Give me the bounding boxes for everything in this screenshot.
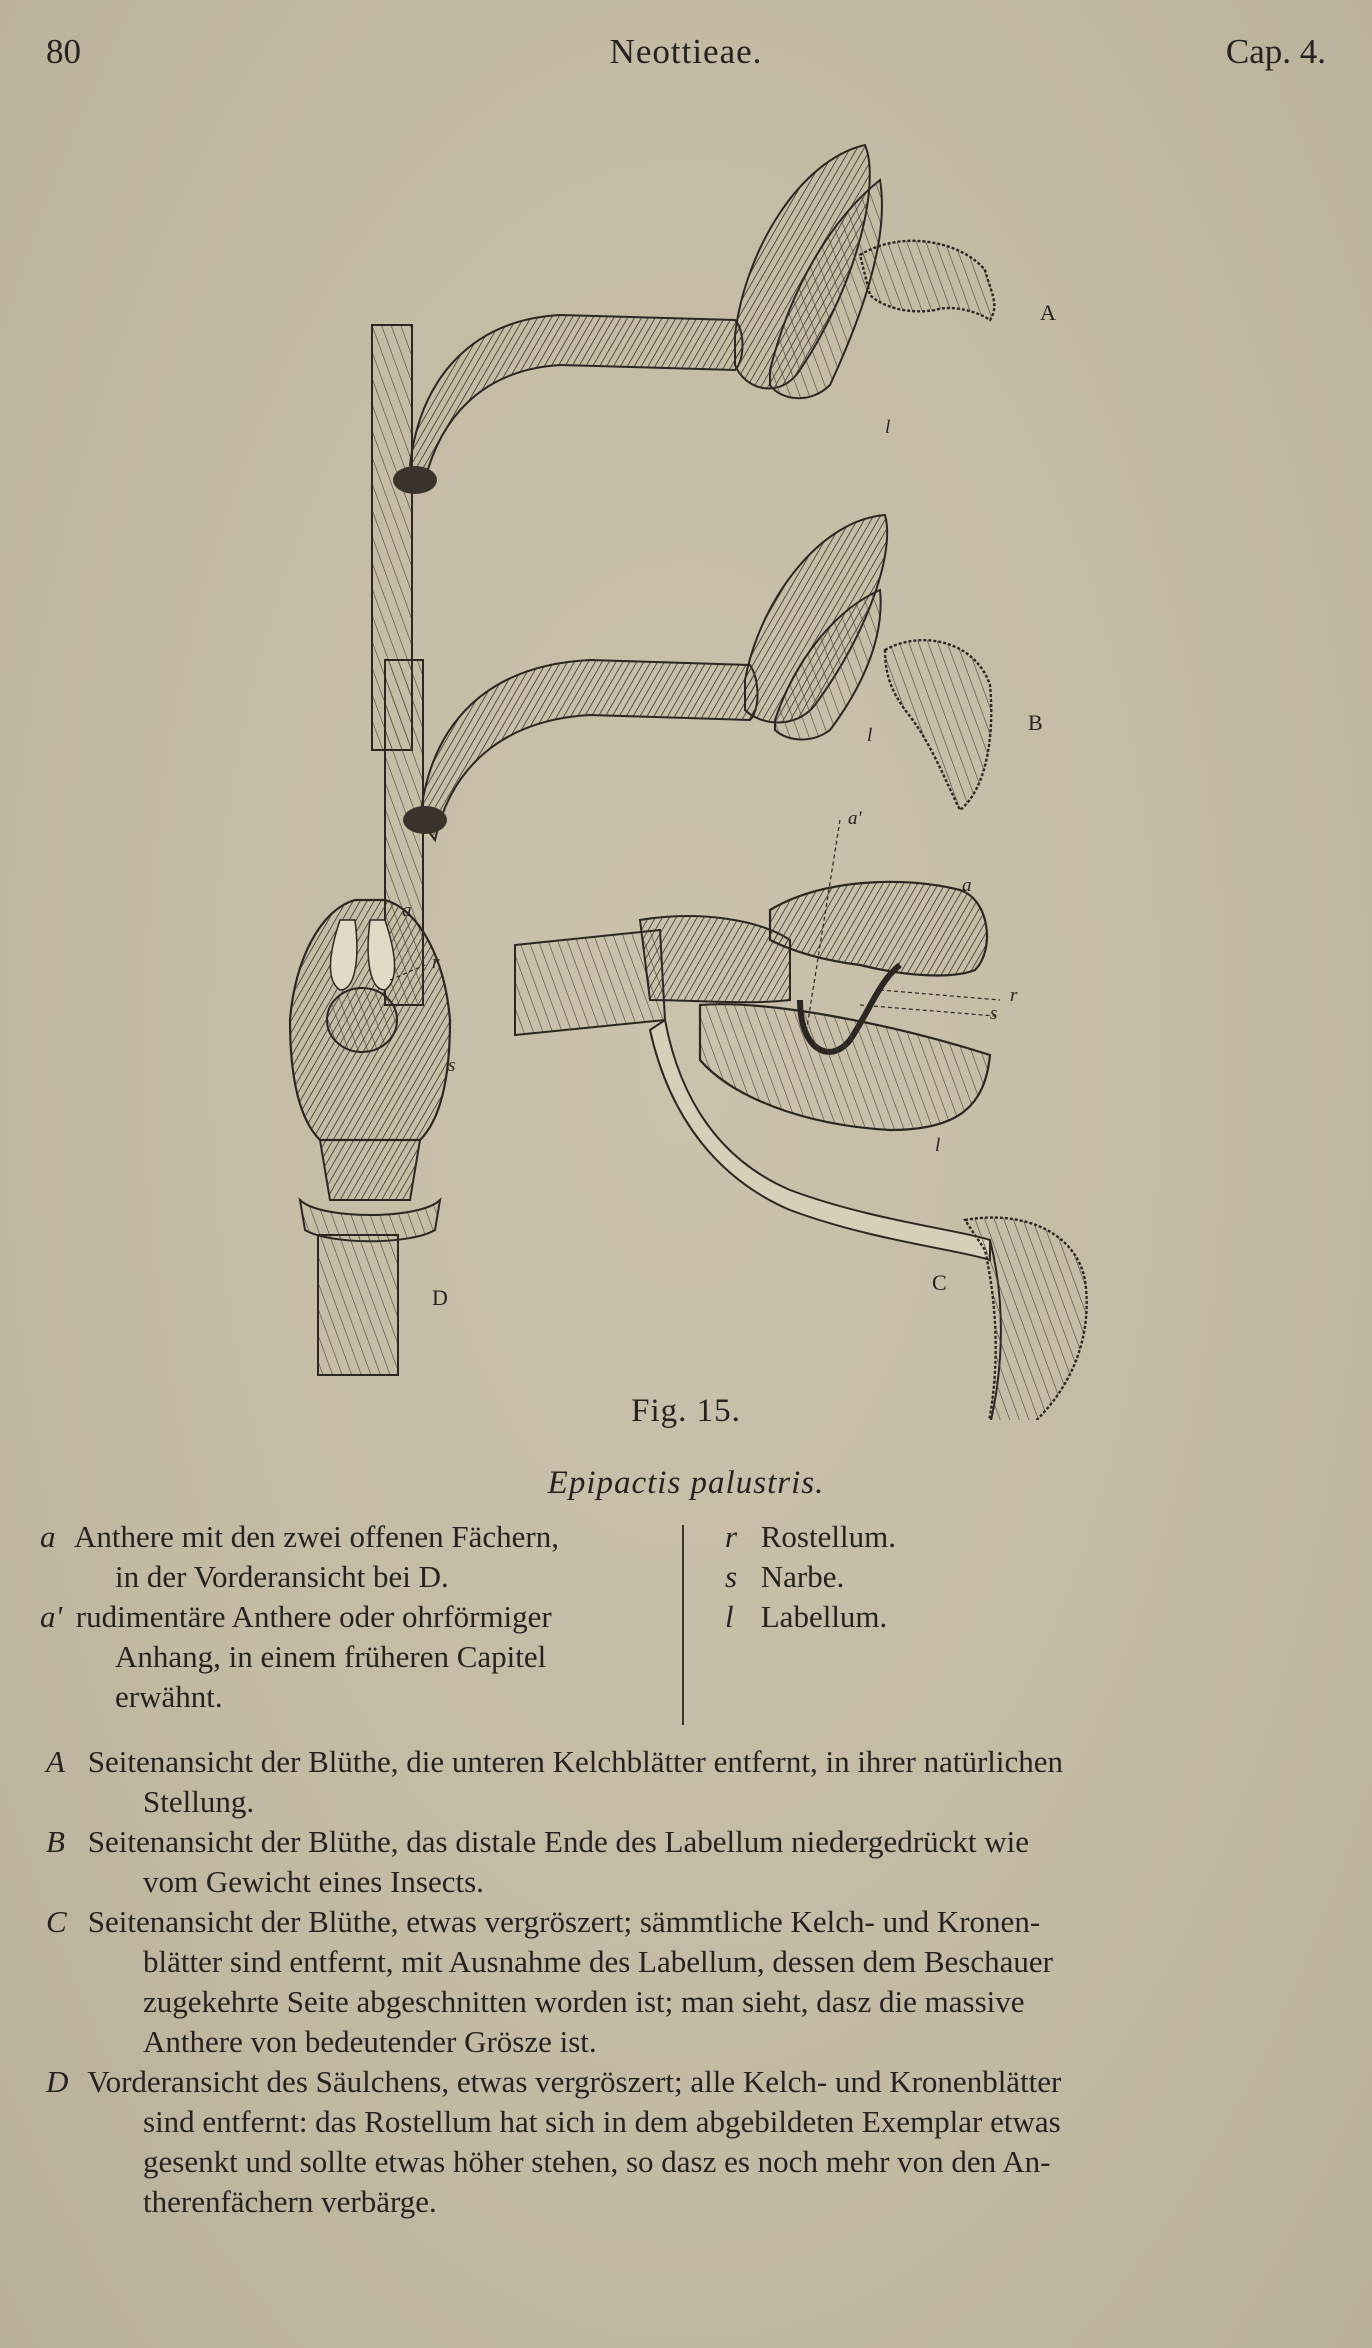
legend-text: Rostellum. [760,1519,896,1554]
legend-divider [682,1525,684,1725]
description-text: Seitenansicht der Blüthe, das distale Ende des Labellum niedergedrückt wie [87,1824,1029,1859]
legend-right-column [725,1517,1285,1637]
panel-c-drawing [515,820,1087,1420]
running-title: Neottieae. [609,32,763,71]
legend-key: l [725,1599,734,1634]
legend-text: rudimentäre Anthere oder ohrförmiger [75,1599,552,1634]
description-text: zugekehrte Seite abgeschnitten worden ist; man sieht, dasz die massive [143,1984,1025,2019]
panel-label-a: A [1040,300,1056,325]
description-text: Stellung. [143,1784,255,1819]
orchid-engraving [0,120,1372,1420]
description-text: gesenkt und sollte etwas höher stehen, so dasz es noch mehr von den An- [143,2144,1051,2179]
part-label-a-d: a [402,900,412,921]
legend-text: Anhang, in einem früheren Capitel [115,1639,547,1674]
panel-label-c: C [932,1270,947,1295]
part-label-r-c: r [1010,985,1018,1006]
description-text: Seitenansicht der Blüthe, die unteren Kelchblätter entfernt, in ihrer natürlichen [87,1744,1064,1779]
part-label-l-a: l [885,417,891,438]
description-key: D [46,2064,69,2099]
description-text: Vorderansicht des Säulchens, etwas vergröszert; alle Kelch- und Kronenblätter [87,2064,1062,2099]
legend-text: Anthere mit den zwei offenen Fächern, [74,1519,559,1554]
description-text: Anthere von bedeutender Grösze ist. [143,2024,597,2059]
legend-text: erwähnt. [115,1679,223,1714]
legend-text: Narbe. [760,1559,845,1594]
part-label-a-prime: a' [848,808,862,829]
part-label-s-d: s [448,1055,456,1076]
chapter-label: Cap. 4. [1225,32,1326,71]
part-label-l-b: l [867,725,873,746]
panel-label-b: B [1028,710,1043,735]
legend-item-l [725,1597,1285,1637]
description-c [46,1902,1322,2062]
description-text: sind entfernt: das Rostellum hat sich in dem abgebildeten Exemplar etwas [143,2104,1061,2139]
figure-number: Fig. 15. [631,1393,741,1429]
description-key: C [46,1904,67,1939]
figure-illustration [0,120,1372,1420]
legend-left-column [40,1517,680,1717]
panel-descriptions [46,1742,1322,2222]
page-number: 80 [46,32,81,71]
part-label-a-c: a [962,875,972,896]
description-a [46,1742,1322,1822]
description-d [46,2062,1322,2222]
part-label-l-c: l [935,1135,941,1156]
page-header [46,32,1326,92]
figure-species: Epipactis palustris. [547,1465,825,1501]
description-key: A [46,1744,65,1779]
description-text: Seitenansicht der Blüthe, etwas vergröszert; sämmtliche Kelch- und Kronen- [87,1904,1041,1939]
part-label-s-c: s [990,1003,998,1024]
legend-item-r [725,1517,1285,1557]
figure-legend [40,1517,1330,1732]
legend-key: s [725,1559,738,1594]
legend-text: in der Vorderansicht bei D. [115,1559,449,1594]
legend-key: a [40,1519,56,1554]
description-key: B [46,1824,65,1859]
legend-key: a' [40,1599,63,1634]
description-text: therenfächern verbärge. [143,2184,437,2219]
legend-item-s [725,1557,1285,1597]
part-label-r-d: r [432,952,440,973]
description-text: vom Gewicht eines Insects. [143,1864,484,1899]
legend-item-a-prime [40,1597,680,1717]
panel-d-drawing [290,900,450,1375]
legend-key: r [725,1519,738,1554]
description-b [46,1822,1322,1902]
legend-text: Labellum. [760,1599,888,1634]
legend-item-a [40,1517,680,1597]
description-text: blätter sind entfernt, mit Ausnahme des Labellum, dessen dem Beschauer [143,1944,1053,1979]
panel-label-d: D [432,1285,448,1310]
